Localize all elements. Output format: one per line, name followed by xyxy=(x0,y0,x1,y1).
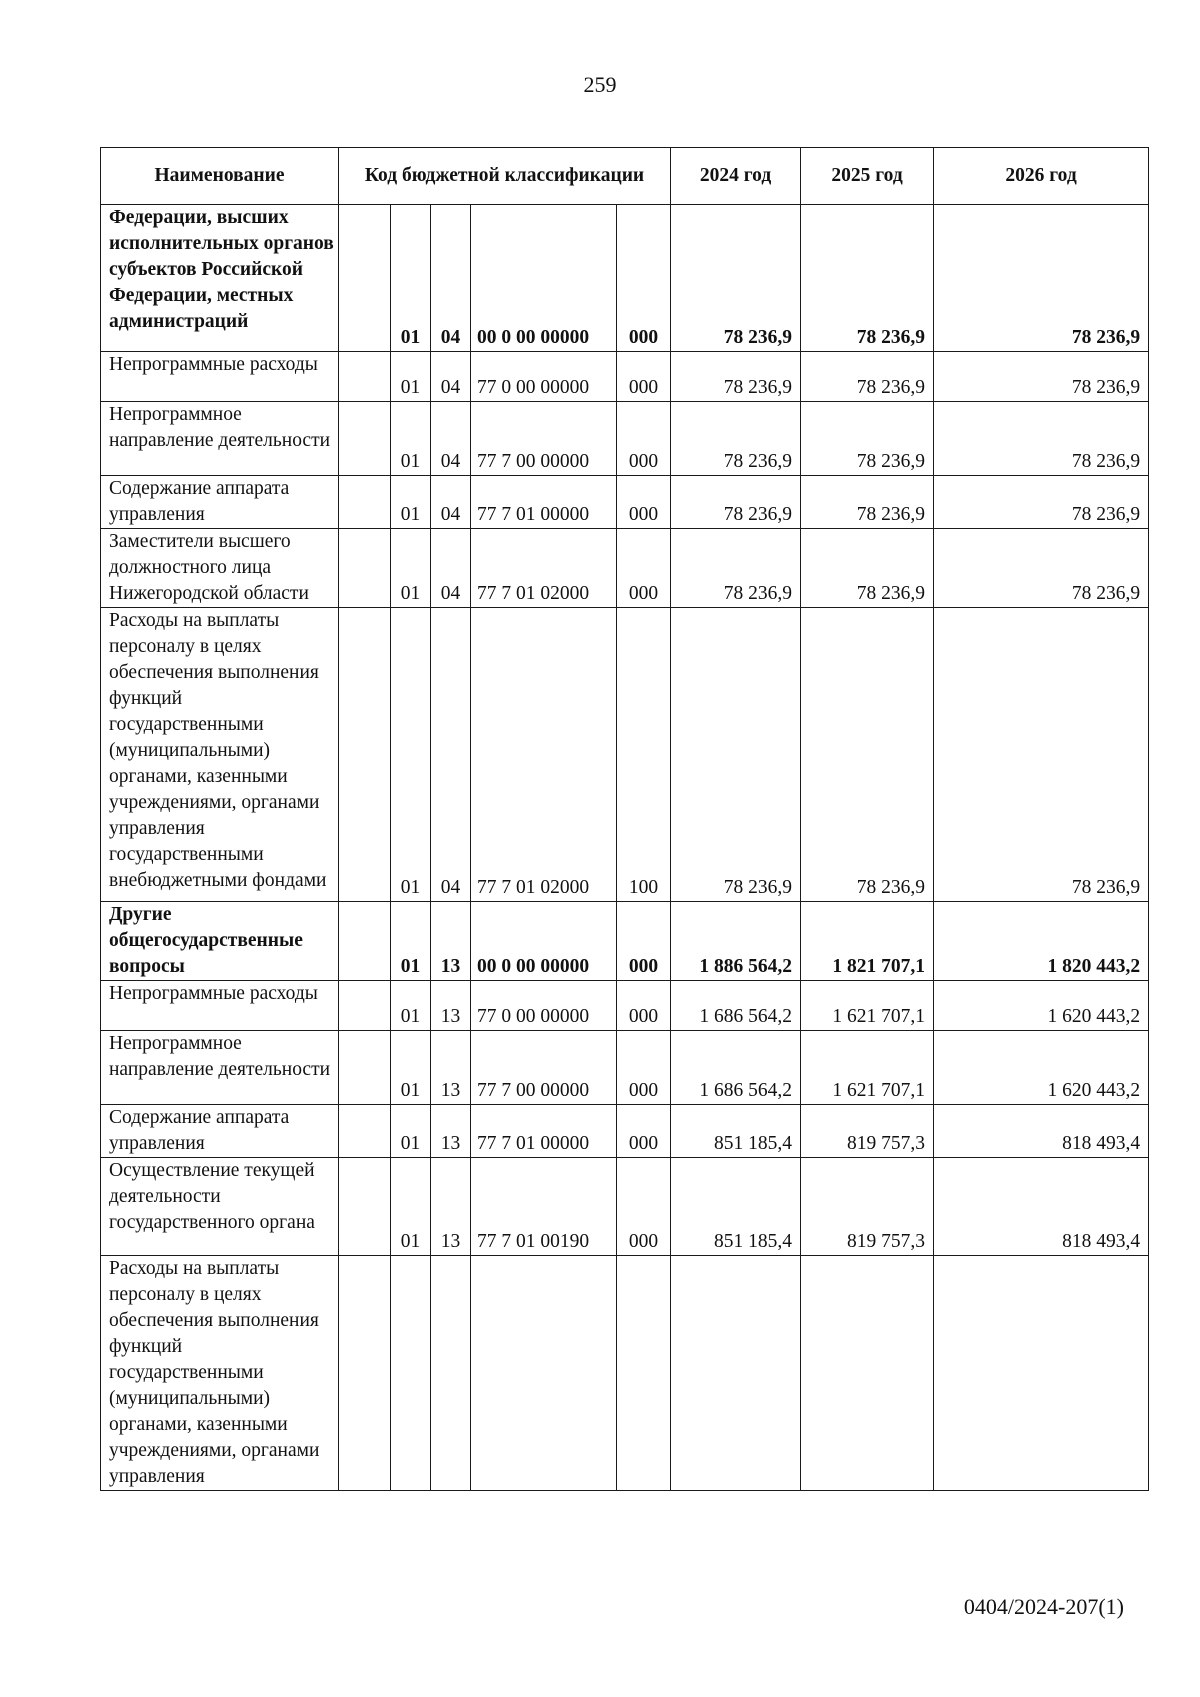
row-target-article: 77 7 01 00000 xyxy=(471,1105,617,1158)
row-subsection: 04 xyxy=(431,608,471,902)
row-value-2026: 1 820 443,2 xyxy=(934,902,1149,981)
table-row xyxy=(101,608,1149,902)
row-value-2026 xyxy=(934,1256,1149,1491)
row-section: 01 xyxy=(391,981,431,1031)
table-body xyxy=(101,205,1149,1491)
row-spacer xyxy=(339,1031,391,1105)
row-value-2025: 78 236,9 xyxy=(801,205,934,352)
row-section: 01 xyxy=(391,1031,431,1105)
row-spacer xyxy=(339,981,391,1031)
row-spacer xyxy=(339,402,391,476)
header-2024: 2024 год xyxy=(671,148,801,205)
row-section: 01 xyxy=(391,476,431,529)
row-spacer xyxy=(339,1158,391,1256)
row-section: 01 xyxy=(391,352,431,402)
table-row xyxy=(101,352,1149,402)
row-name: Расходы на выплаты персоналу в целях обеспечения выполнения функций государственными (муниципальными) органами, казенными учреждениями, органами управления государственными внебюджетными фондами xyxy=(101,608,339,902)
row-value-2026: 78 236,9 xyxy=(934,608,1149,902)
row-expense-type: 000 xyxy=(617,205,671,352)
row-value-2025: 78 236,9 xyxy=(801,476,934,529)
row-expense-type: 000 xyxy=(617,402,671,476)
row-value-2024 xyxy=(671,1256,801,1491)
row-name: Содержание аппарата управления xyxy=(101,1105,339,1158)
row-value-2024: 851 185,4 xyxy=(671,1105,801,1158)
row-target-article xyxy=(471,1256,617,1491)
row-spacer xyxy=(339,476,391,529)
row-name: Непрограммное направление деятельности xyxy=(101,1031,339,1105)
row-expense-type: 000 xyxy=(617,902,671,981)
row-subsection: 13 xyxy=(431,1158,471,1256)
row-expense-type xyxy=(617,1256,671,1491)
row-section xyxy=(391,1256,431,1491)
row-spacer xyxy=(339,529,391,608)
row-target-article: 77 0 00 00000 xyxy=(471,981,617,1031)
row-name: Федерации, высших исполнительных органов субъектов Российской Федерации, местных администраций xyxy=(101,205,339,352)
header-2026: 2026 год xyxy=(934,148,1149,205)
row-target-article: 77 7 01 02000 xyxy=(471,529,617,608)
row-expense-type: 000 xyxy=(617,1031,671,1105)
row-value-2024: 78 236,9 xyxy=(671,402,801,476)
row-spacer xyxy=(339,902,391,981)
table-row xyxy=(101,529,1149,608)
row-expense-type: 000 xyxy=(617,352,671,402)
row-subsection: 04 xyxy=(431,402,471,476)
row-target-article: 77 0 00 00000 xyxy=(471,352,617,402)
table-header-row xyxy=(101,148,1149,205)
table-row xyxy=(101,1256,1149,1491)
row-value-2024: 78 236,9 xyxy=(671,205,801,352)
row-subsection: 13 xyxy=(431,1105,471,1158)
row-target-article: 77 7 01 02000 xyxy=(471,608,617,902)
header-2025: 2025 год xyxy=(801,148,934,205)
row-expense-type: 000 xyxy=(617,981,671,1031)
row-spacer xyxy=(339,352,391,402)
row-value-2026: 818 493,4 xyxy=(934,1105,1149,1158)
table-row xyxy=(101,1158,1149,1256)
row-value-2024: 78 236,9 xyxy=(671,529,801,608)
row-value-2025: 78 236,9 xyxy=(801,529,934,608)
table-row xyxy=(101,1031,1149,1105)
row-name: Непрограммные расходы xyxy=(101,981,339,1031)
header-name: Наименование xyxy=(101,148,339,205)
row-value-2025: 819 757,3 xyxy=(801,1105,934,1158)
row-spacer xyxy=(339,608,391,902)
row-spacer xyxy=(339,205,391,352)
row-expense-type: 000 xyxy=(617,529,671,608)
table-row xyxy=(101,981,1149,1031)
page-number: 259 xyxy=(583,72,617,97)
row-subsection: 13 xyxy=(431,981,471,1031)
row-value-2026: 78 236,9 xyxy=(934,529,1149,608)
row-value-2024: 851 185,4 xyxy=(671,1158,801,1256)
row-name: Непрограммные расходы xyxy=(101,352,339,402)
row-value-2026: 1 620 443,2 xyxy=(934,981,1149,1031)
row-target-article: 77 7 00 00000 xyxy=(471,402,617,476)
row-value-2025: 1 621 707,1 xyxy=(801,1031,934,1105)
row-value-2024: 78 236,9 xyxy=(671,608,801,902)
row-value-2026: 78 236,9 xyxy=(934,476,1149,529)
row-spacer xyxy=(339,1105,391,1158)
row-section: 01 xyxy=(391,902,431,981)
row-subsection: 04 xyxy=(431,476,471,529)
row-target-article: 77 7 01 00000 xyxy=(471,476,617,529)
row-value-2024: 78 236,9 xyxy=(671,352,801,402)
table-row xyxy=(101,205,1149,352)
row-subsection xyxy=(431,1256,471,1491)
row-section: 01 xyxy=(391,1105,431,1158)
row-value-2026: 78 236,9 xyxy=(934,352,1149,402)
row-section: 01 xyxy=(391,205,431,352)
row-value-2025: 78 236,9 xyxy=(801,352,934,402)
row-section: 01 xyxy=(391,1158,431,1256)
row-expense-type: 100 xyxy=(617,608,671,902)
row-value-2024: 1 886 564,2 xyxy=(671,902,801,981)
row-spacer xyxy=(339,1256,391,1491)
row-value-2024: 78 236,9 xyxy=(671,476,801,529)
row-value-2025 xyxy=(801,1256,934,1491)
row-name: Непрограммное направление деятельности xyxy=(101,402,339,476)
document-number: 0404/2024-207(1) xyxy=(963,1594,1124,1619)
row-value-2025: 78 236,9 xyxy=(801,402,934,476)
row-value-2025: 1 821 707,1 xyxy=(801,902,934,981)
row-value-2025: 1 621 707,1 xyxy=(801,981,934,1031)
row-value-2024: 1 686 564,2 xyxy=(671,1031,801,1105)
row-subsection: 04 xyxy=(431,205,471,352)
row-expense-type: 000 xyxy=(617,1158,671,1256)
row-name: Содержание аппарата управления xyxy=(101,476,339,529)
table-row xyxy=(101,1105,1149,1158)
row-section: 01 xyxy=(391,402,431,476)
header-code: Код бюджетной классификации xyxy=(339,148,671,205)
row-name: Другие общегосударственные вопросы xyxy=(101,902,339,981)
row-target-article: 77 7 00 00000 xyxy=(471,1031,617,1105)
table-row xyxy=(101,476,1149,529)
row-section: 01 xyxy=(391,529,431,608)
row-value-2026: 78 236,9 xyxy=(934,205,1149,352)
row-value-2026: 818 493,4 xyxy=(934,1158,1149,1256)
row-subsection: 04 xyxy=(431,529,471,608)
row-value-2026: 78 236,9 xyxy=(934,402,1149,476)
row-target-article: 00 0 00 00000 xyxy=(471,205,617,352)
row-expense-type: 000 xyxy=(617,476,671,529)
row-value-2026: 1 620 443,2 xyxy=(934,1031,1149,1105)
row-name: Заместители высшего должностного лица Нижегородской области xyxy=(101,529,339,608)
row-target-article: 00 0 00 00000 xyxy=(471,902,617,981)
row-expense-type: 000 xyxy=(617,1105,671,1158)
row-subsection: 13 xyxy=(431,902,471,981)
budget-table xyxy=(100,147,1149,1491)
row-value-2024: 1 686 564,2 xyxy=(671,981,801,1031)
row-section: 01 xyxy=(391,608,431,902)
row-name: Осуществление текущей деятельности государственного органа xyxy=(101,1158,339,1256)
row-subsection: 13 xyxy=(431,1031,471,1105)
row-value-2025: 819 757,3 xyxy=(801,1158,934,1256)
row-target-article: 77 7 01 00190 xyxy=(471,1158,617,1256)
row-name: Расходы на выплаты персоналу в целях обеспечения выполнения функций государственными (муниципальными) органами, казенными учреждениями, органами управления xyxy=(101,1256,339,1491)
row-value-2025: 78 236,9 xyxy=(801,608,934,902)
table-row xyxy=(101,902,1149,981)
row-subsection: 04 xyxy=(431,352,471,402)
table-row xyxy=(101,402,1149,476)
